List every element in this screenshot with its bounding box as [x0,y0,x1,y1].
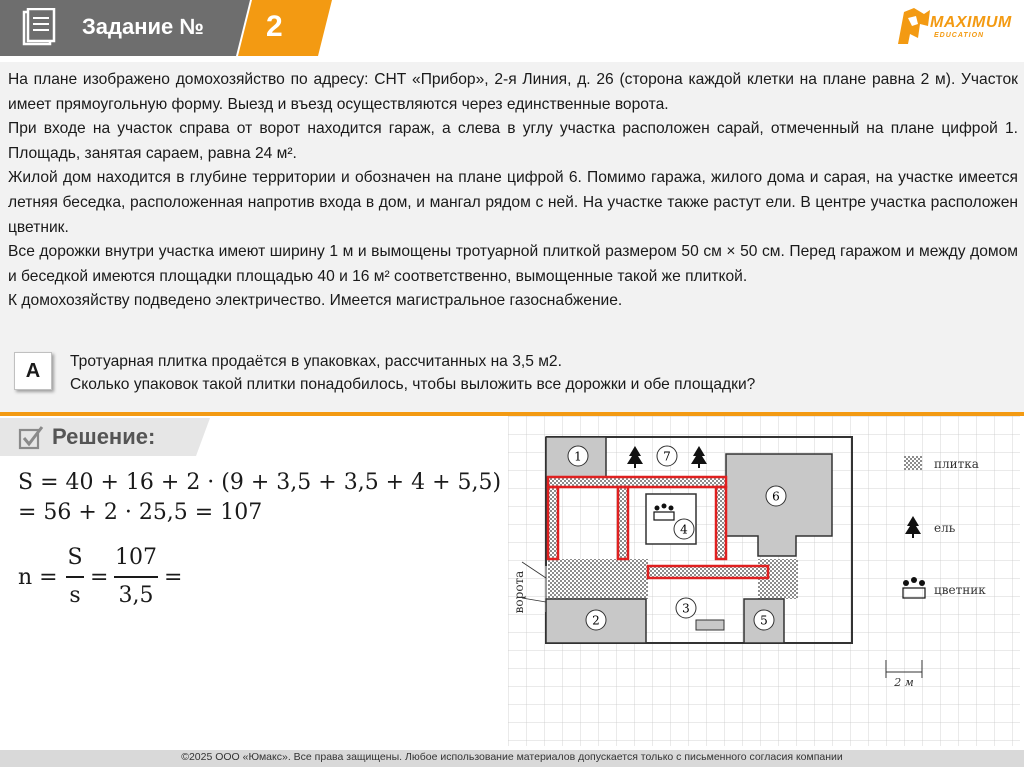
document-icon [22,8,56,48]
task-paragraph: При входе на участок справа от ворот находится гараж, а слева в углу участка расположен сарай, отмеченный на плане цифрой 1. Площадь, занятая сараем, равна 24 м². [8,120,1018,162]
question-line: Сколько упаковок такой плитки понадобилось, чтобы выложить все дорожки и обе площадки? [70,376,756,393]
task-paragraph: К домохозяйству подведено электричество. Имеется магистральное газоснабжение. [8,292,623,310]
marker-label: 7 [663,449,671,464]
question-label-badge: А [14,352,52,390]
question-line: Тротуарная плитка продаётся в упаковках, рассчитанных на 3,5 м2. [70,353,562,370]
header [0,0,1024,62]
tile-area-garage [548,559,648,599]
fraction-denominator: 3,5 [118,583,154,608]
formula-line-2: = 56 + 2 · 25,5 = 107 [18,500,263,525]
marker-label: 1 [574,449,582,464]
marker-label: 3 [682,601,690,616]
fraction-bar [114,576,158,578]
tile-path [618,487,628,559]
plot-plan [508,416,1020,746]
fraction-bar [66,576,84,578]
task-paragraph: На плане изображено домохозяйство по адресу: СНТ «Прибор», 2-я Линия, д. 26 (сторона каждой клетки на плане равна 2 м). Участок имеет прямоугольную форму. Выезд и въезд осуществляются через единственные ворота. [8,71,1018,113]
task-text [8,68,1018,314]
legend-tile-swatch [904,456,922,470]
tile-path [716,487,726,559]
scale-label: 2 м [894,676,914,689]
logo-subtext: EDUCATION [934,32,985,39]
question-text [70,350,1010,396]
checkbox-icon [18,425,44,451]
formula-line-1: S = 40 + 16 + 2 · (9 + 3,5 + 3,5 + 4 + 5,5) [18,470,502,495]
solution-title: Решение: [52,424,156,449]
formula-n-lhs: n = [18,565,58,590]
maximum-logo-icon [894,4,934,50]
task-paragraph: Все дорожки внутри участка имеют ширину 1 м и вымощены тротуарной плиткой размером 50 см × 50 см. Перед гаражом и между домом и беседкой имеются площадки площадью 40 и 16 м² соответственно, вымощенные такой же плиткой. [8,243,1018,285]
fraction-numerator: S [67,545,83,570]
marker-label: 6 [772,489,780,504]
marker-label: 4 [680,522,688,537]
formula-equals: = [90,565,109,590]
logo-text: MAXIMUM [930,14,1012,31]
tile-path [648,566,768,578]
gate-label: ворота [512,570,526,614]
legend-tile-label: плитка [934,457,979,471]
copyright-text: ©2025 ООО «Юмакс». Все права защищены. Любое использование материалов допускается только с письменного согласия компании [181,751,843,763]
grill [696,620,724,630]
legend-spruce-label: ель [934,521,956,535]
legend-flowerbed-label: цветник [934,583,986,597]
marker-label: 5 [760,613,768,628]
formula-equals: = [164,565,183,590]
fraction-numerator: 107 [115,545,157,570]
task-heading: Задание № [82,14,204,39]
tile-path [548,477,726,487]
tile-path [548,487,558,559]
fraction-denominator: s [69,583,81,608]
task-number: 2 [266,10,283,43]
marker-label: 2 [592,613,600,628]
task-paragraph: Жилой дом находится в глубине территории и обозначен на плане цифрой 6. Помимо гаража, жилого дома и сарая, на участке имеется летняя беседка, расположенная напротив входа в дом, и мангал рядом с ней. На участке также растут ели. В центре участка расположен цветник. [8,169,1018,236]
